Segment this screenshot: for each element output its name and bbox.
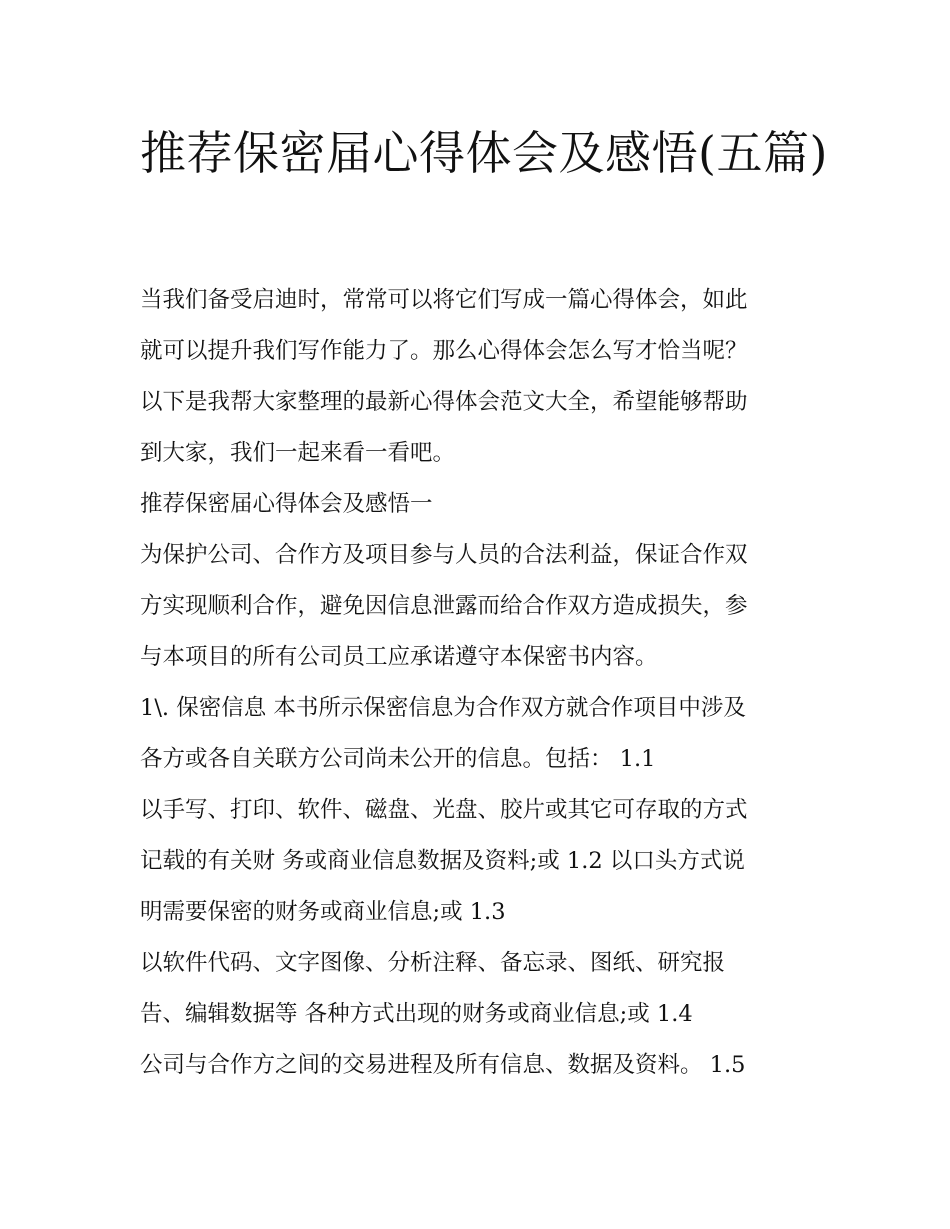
paragraph-line: 告、编辑数据等 各种方式出现的财务或商业信息;或 1.4 <box>140 1001 693 1027</box>
paragraph-line: 明需要保密的财务或商业信息;或 1.3 <box>140 899 506 925</box>
paragraph-line: 公司与合作方之间的交易进程及所有信息、数据及资料。 1.5 <box>140 1052 746 1078</box>
paragraph-line: 以下是我帮大家整理的最新心得体会范文大全，希望能够帮助 <box>140 389 748 415</box>
paragraph-line: 以手写、打印、软件、磁盘、光盘、胶片或其它可存取的方式 <box>140 797 748 823</box>
paragraph-line: 各方或各自关联方公司尚未公开的信息。包括： 1.1 <box>140 746 656 772</box>
paragraph-line: 到大家，我们一起来看一看吧。 <box>140 440 456 466</box>
paragraph-line: 就可以提升我们写作能力了。那么心得体会怎么写才恰当呢？ <box>140 338 748 364</box>
paragraph-line: 方实现顺利合作，避免因信息泄露而给合作双方造成损失，参 <box>140 593 748 619</box>
paragraph-line: 与本项目的所有公司员工应承诺遵守本保密书内容。 <box>140 644 658 670</box>
paragraph-line: 1\. 保密信息 本书所示保密信息为合作双方就合作项目中涉及 <box>140 695 746 721</box>
paragraph-line: 以软件代码、文字图像、分析注释、备忘录、图纸、研究报 <box>140 950 726 976</box>
paragraph-line: 为保护公司、合作方及项目参与人员的合法利益，保证合作双 <box>140 542 748 568</box>
paragraph-line: 当我们备受启迪时，常常可以将它们写成一篇心得体会，如此 <box>140 287 748 313</box>
document-title: 推荐保密届心得体会及感悟(五篇) <box>140 126 828 180</box>
paragraph-line: 记载的有关财 务或商业信息数据及资料;或 1.2 以口头方式说 <box>140 848 745 874</box>
document-body <box>140 275 830 1091</box>
section-heading: 推荐保密届心得体会及感悟一 <box>140 491 433 517</box>
